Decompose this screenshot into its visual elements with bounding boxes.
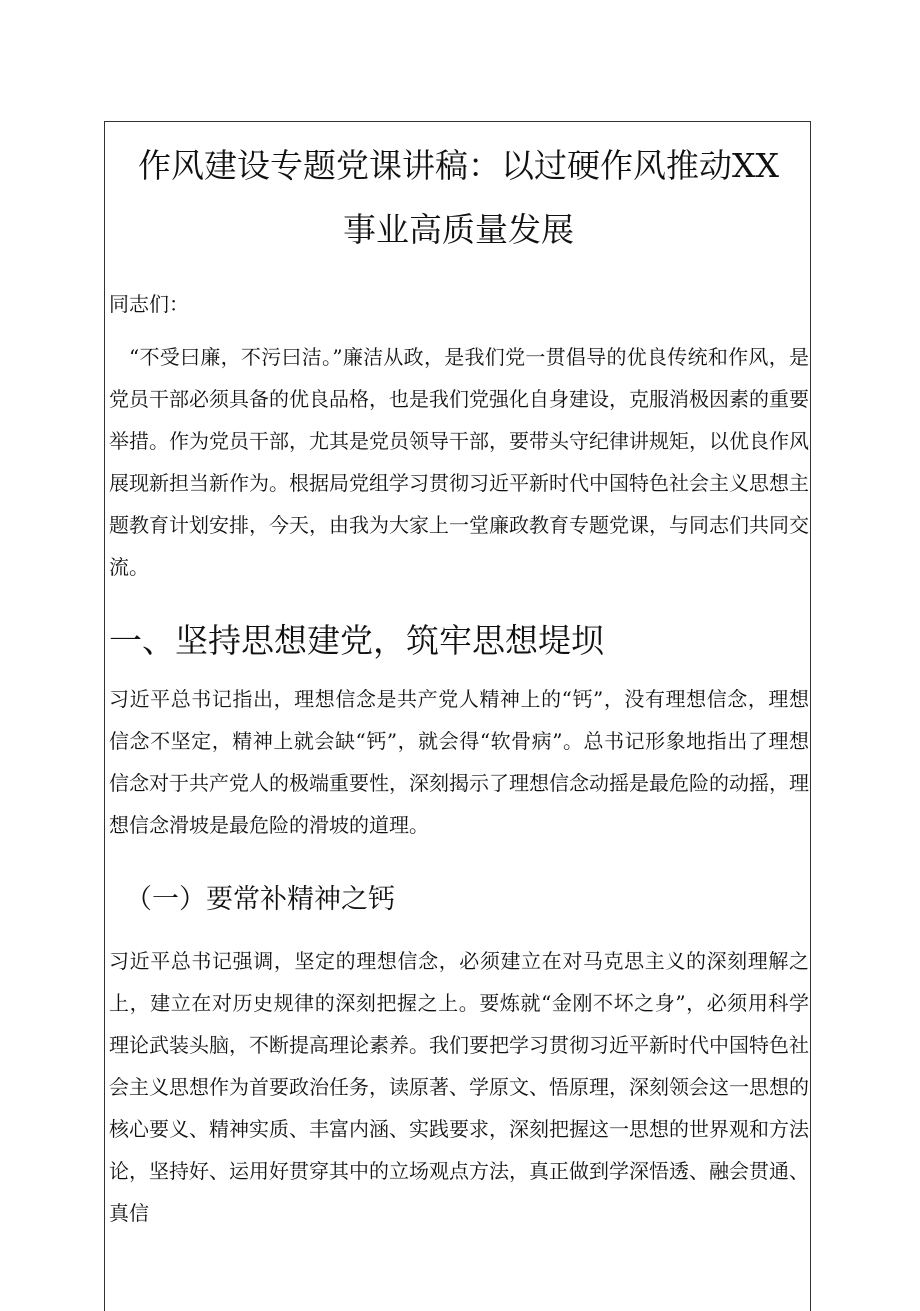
intro-paragraph: “不受曰廉，不污曰洁。”廉洁从政，是我们党一贯倡导的优良传统和作风，是党员干部必须具备的优良品格，也是我们党强化自身建设，克服消极因素的重要举措。作为党员干部，尤其是党员领导干部，要带头守纪律讲规矩，以优良作风展现新担当新作为。根据局党组学习贯彻习近平新时代中国特色社会主义思想主题教育计划安排，今天，由我为大家上一堂廉政教育专题党课，与同志们共同交流。 [109, 345, 809, 579]
section-1-paragraph: 习近平总书记指出，理想信念是共产党人精神上的“钙”，没有理想信念，理想信念不坚定，精神上就会缺“钙”，就会得“软骨病”。总书记形象地指出了理想信念对于共产党人的极端重要性，深刻揭示了理想信念动摇是最危险的动摇，理想信念滑坡是最危险的滑坡的道理。 [109, 687, 809, 837]
document-frame [104, 121, 811, 1311]
document-title-line1: 作风建设专题党课讲稿：以过硬作风推动XX [138, 146, 779, 185]
subsection-heading-1: （一）要常补精神之钙 [125, 884, 395, 915]
document-title-line2: 事业高质量发展 [343, 210, 574, 249]
subsection-1-paragraph: 习近平总书记强调，坚定的理想信念，必须建立在对马克思主义的深刻理解之上，建立在对历史规律的深刻把握之上。要炼就“金刚不坏之身”，必须用科学理论武装头脑，不断提高理论素养。我们要把学习贯彻习近平新时代中国特色社会主义思想作为首要政治任务，读原著、学原文、悟原理，深刻领会这一思想的核心要义、精神实质、丰富内涵、实践要求，深刻把握这一思想的世界观和方法论，坚持好、运用好贯穿其中的立场观点方法，真正做到学深悟透、融会贯通、真信 [109, 949, 809, 1225]
section-heading-1: 一、坚持思想建党，筑牢思想堤坝 [109, 621, 604, 660]
salutation: 同志们： [109, 292, 189, 316]
